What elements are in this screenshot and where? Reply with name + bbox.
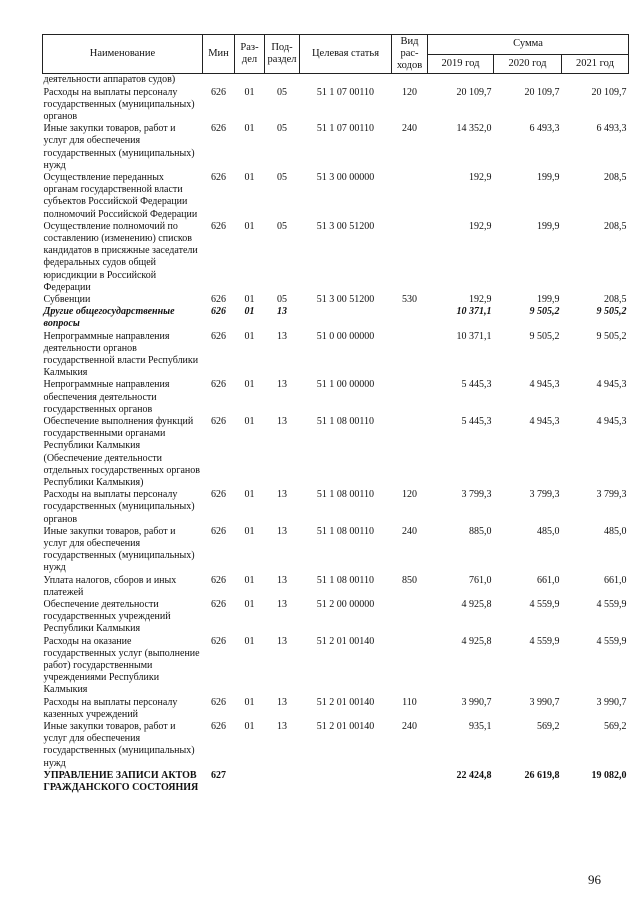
cell-target: 51 1 07 00110 <box>316 123 375 135</box>
cell-2019: 20 109,7 <box>456 86 492 98</box>
cell-2020: 661,0 <box>537 574 560 586</box>
cell-2020: 3 799,3 <box>529 489 560 501</box>
cell-2021: 20 109,7 <box>591 86 627 98</box>
cell-podrazdel: 13 <box>277 379 287 391</box>
cell-vid: 850 <box>402 574 417 586</box>
cell-2020: 3 990,7 <box>529 696 560 708</box>
cell-2019: 4 925,8 <box>461 599 492 611</box>
cell-target: 51 2 01 00140 <box>316 721 375 733</box>
cell-2021: 6 493,3 <box>596 123 627 135</box>
cell-2021: 4 945,3 <box>596 415 627 427</box>
cell-podrazdel <box>265 74 300 87</box>
header-vid: Вид рас-ходов <box>392 35 428 74</box>
cell-podrazdel: 05 <box>277 220 287 232</box>
cell-2019: 10 371,1 <box>456 306 492 318</box>
cell-2019: 5 445,3 <box>461 415 492 427</box>
cell-min: 626 <box>211 171 226 183</box>
cell-target: 51 3 00 00000 <box>316 171 375 183</box>
cell-2021: 9 505,2 <box>596 306 627 318</box>
table-row <box>43 416 629 489</box>
cell-2019: 22 424,8 <box>456 769 492 781</box>
cell-razdel: 01 <box>244 379 255 391</box>
cell-name: Расходы на выплаты персоналу казенных учреждений <box>43 696 178 720</box>
table-row <box>43 489 629 526</box>
cell-2019: 5 445,3 <box>461 379 492 391</box>
cell-podrazdel <box>265 770 300 794</box>
header-2021: 2021 год <box>562 54 629 74</box>
cell-min: 626 <box>211 599 226 611</box>
cell-razdel: 01 <box>244 171 255 183</box>
cell-razdel: 01 <box>244 721 255 733</box>
cell-target: 51 1 07 00110 <box>316 86 375 98</box>
cell-2021: 4 559,9 <box>596 635 627 647</box>
cell-name: Расходы на выплаты персоналу государственных (муниципальных) органов <box>43 86 195 122</box>
cell-min: 626 <box>211 525 226 537</box>
cell-vid: 240 <box>402 525 417 537</box>
cell-razdel: 01 <box>244 599 255 611</box>
cell-razdel: 01 <box>244 415 255 427</box>
cell-name: УПРАВЛЕНИЕ ЗАПИСИ АКТОВ ГРАЖДАНСКОГО СОСТОЯНИЯ <box>43 769 199 794</box>
cell-podrazdel: 13 <box>277 721 287 733</box>
cell-podrazdel: 05 <box>277 293 287 305</box>
cell-podrazdel: 13 <box>277 525 287 537</box>
cell-2021: 3 990,7 <box>596 696 627 708</box>
table-row <box>43 599 629 636</box>
table-row <box>43 172 629 221</box>
table-row <box>43 721 629 770</box>
cell-2019: 761,0 <box>469 574 492 586</box>
cell-target: 51 2 00 00000 <box>316 599 375 611</box>
table-row <box>43 526 629 575</box>
budget-table <box>42 34 629 794</box>
cell-2020: 9 505,2 <box>529 306 560 318</box>
cell-2021: 4 945,3 <box>596 379 627 391</box>
table-header <box>43 35 629 74</box>
cell-vid <box>392 636 428 697</box>
header-2019: 2019 год <box>428 54 494 74</box>
cell-target: 51 1 08 00110 <box>316 574 375 586</box>
cell-razdel: 01 <box>244 220 255 232</box>
cell-2020: 26 619,8 <box>524 769 560 781</box>
cell-razdel: 01 <box>244 306 255 318</box>
cell-2021 <box>562 74 629 87</box>
cell-target: 51 2 01 00140 <box>316 696 375 708</box>
cell-2021: 485,0 <box>604 525 627 537</box>
cell-min: 626 <box>211 696 226 708</box>
cell-2020: 4 559,9 <box>529 599 560 611</box>
header-razdel: Раз-дел <box>235 35 265 74</box>
cell-min: 626 <box>211 721 226 733</box>
cell-name: Иные закупки товаров, работ и услуг для обеспечения государственных (муниципальных) нужд <box>43 525 195 574</box>
cell-podrazdel: 13 <box>277 574 287 586</box>
cell-vid: 530 <box>402 293 417 305</box>
cell-name: Расходы на оказание государственных услуг (выполнение работ) государственными учреждениями Республики Калмыкия <box>43 635 200 696</box>
table-row <box>43 306 629 330</box>
cell-vid <box>392 221 428 294</box>
cell-podrazdel: 13 <box>277 306 287 318</box>
cell-name: Другие общегосударственные вопросы <box>43 306 175 330</box>
cell-2020: 199,9 <box>537 171 560 183</box>
cell-podrazdel: 13 <box>277 635 287 647</box>
cell-2020: 199,9 <box>537 220 560 232</box>
cell-vid <box>392 770 428 794</box>
cell-podrazdel: 05 <box>277 171 287 183</box>
table-row <box>43 123 629 172</box>
table-row <box>43 294 629 306</box>
cell-2021: 19 082,0 <box>591 769 627 781</box>
cell-razdel <box>235 770 265 794</box>
cell-name: деятельности аппаратов судов) <box>43 74 176 85</box>
cell-2019 <box>428 74 494 87</box>
cell-2019: 192,9 <box>469 171 492 183</box>
cell-name: Субвенции <box>43 293 91 305</box>
cell-name: Осуществление полномочий по составлению (изменению) списков кандидатов в присяжные заседатели федеральных судов общей юрисдикции в Российской Федерации <box>43 220 198 293</box>
cell-2021: 208,5 <box>604 293 627 305</box>
cell-target: 51 1 08 00110 <box>316 489 375 501</box>
cell-target <box>300 770 392 794</box>
cell-min: 626 <box>211 379 226 391</box>
cell-name: Расходы на выплаты персоналу государственных (муниципальных) органов <box>43 489 195 525</box>
header-podrazdel: Под-раздел <box>265 35 300 74</box>
cell-vid <box>392 74 428 87</box>
table-row <box>43 770 629 794</box>
cell-min: 626 <box>211 306 226 318</box>
cell-target: 51 0 00 00000 <box>316 330 375 342</box>
table-row <box>43 74 629 87</box>
cell-2020: 199,9 <box>537 293 560 305</box>
cell-2020: 485,0 <box>537 525 560 537</box>
cell-2021: 569,2 <box>604 721 627 733</box>
cell-target: 51 1 08 00110 <box>316 525 375 537</box>
cell-target: 51 1 00 00000 <box>316 379 375 391</box>
cell-razdel: 01 <box>244 525 255 537</box>
header-sum: Сумма <box>428 35 629 55</box>
cell-2019: 3 799,3 <box>461 489 492 501</box>
cell-razdel: 01 <box>244 489 255 501</box>
cell-vid: 240 <box>402 721 417 733</box>
cell-podrazdel: 13 <box>277 415 287 427</box>
cell-target: 51 1 08 00110 <box>316 415 375 427</box>
cell-name: Обеспечение деятельности государственных учреждений Республики Калмыкия <box>43 599 171 635</box>
cell-min: 626 <box>211 415 226 427</box>
cell-2020: 9 505,2 <box>529 330 560 342</box>
cell-2020: 4 559,9 <box>529 635 560 647</box>
cell-2021: 3 799,3 <box>596 489 627 501</box>
header-min: Мин <box>203 35 235 74</box>
cell-2021: 661,0 <box>604 574 627 586</box>
cell-2021: 9 505,2 <box>596 330 627 342</box>
cell-min: 626 <box>211 330 226 342</box>
table-body <box>43 74 629 795</box>
cell-razdel: 01 <box>244 696 255 708</box>
cell-name: Осуществление переданных органам государственной власти субъектов Российской Федерации полномочий Российской Федерации <box>43 171 198 220</box>
cell-vid <box>392 416 428 489</box>
cell-podrazdel: 13 <box>277 599 287 611</box>
cell-2019: 192,9 <box>469 220 492 232</box>
cell-razdel: 01 <box>244 86 255 98</box>
cell-2019: 10 371,1 <box>456 330 492 342</box>
table-row <box>43 636 629 697</box>
cell-razdel: 01 <box>244 123 255 135</box>
cell-min: 626 <box>211 489 226 501</box>
cell-2021: 208,5 <box>604 220 627 232</box>
table-row <box>43 697 629 721</box>
table-row <box>43 379 629 416</box>
cell-target: 51 3 00 51200 <box>316 293 375 305</box>
header-name: Наименование <box>43 35 203 74</box>
table-row <box>43 575 629 599</box>
cell-name: Обеспечение выполнения функций государственными органами Республики Калмыкия (Обеспечение деятельности отдельных государственных органов Республики Калмыкия) <box>43 415 201 488</box>
cell-vid <box>392 306 428 330</box>
cell-2020: 569,2 <box>537 721 560 733</box>
cell-2019: 14 352,0 <box>456 123 492 135</box>
cell-podrazdel: 13 <box>277 489 287 501</box>
cell-name: Непрограммные направления деятельности органов государственной власти Республики Калмыкия <box>43 330 199 379</box>
cell-razdel: 01 <box>244 574 255 586</box>
cell-vid: 240 <box>402 123 417 135</box>
cell-min: 626 <box>211 574 226 586</box>
cell-name: Уплата налогов, сборов и иных платежей <box>43 574 177 598</box>
cell-target <box>300 74 392 87</box>
page-number: 96 <box>588 872 601 887</box>
cell-min: 626 <box>211 123 226 135</box>
cell-2019: 192,9 <box>469 293 492 305</box>
cell-2021: 4 559,9 <box>596 599 627 611</box>
cell-vid: 110 <box>402 696 417 708</box>
cell-2021: 208,5 <box>604 171 627 183</box>
header-target: Целевая статья <box>300 35 392 74</box>
cell-2020: 6 493,3 <box>529 123 560 135</box>
cell-name: Иные закупки товаров, работ и услуг для обеспечения государственных (муниципальных) нужд <box>43 123 195 171</box>
cell-2020: 4 945,3 <box>529 415 560 427</box>
cell-2020: 4 945,3 <box>529 379 560 391</box>
table-row <box>43 221 629 294</box>
cell-podrazdel: 05 <box>277 123 287 135</box>
cell-min: 626 <box>211 220 226 232</box>
cell-vid <box>392 599 428 636</box>
cell-podrazdel: 13 <box>277 330 287 342</box>
cell-2020 <box>494 74 562 87</box>
cell-2019: 4 925,8 <box>461 635 492 647</box>
cell-vid: 120 <box>402 86 417 98</box>
cell-min: 626 <box>211 293 226 305</box>
cell-name: Непрограммные направления обеспечения деятельности государственных органов <box>43 379 170 415</box>
cell-vid <box>392 331 428 380</box>
cell-min <box>203 74 235 87</box>
cell-min: 627 <box>211 769 226 781</box>
cell-podrazdel: 05 <box>277 86 287 98</box>
cell-razdel: 01 <box>244 293 255 305</box>
cell-razdel: 01 <box>244 330 255 342</box>
cell-vid: 120 <box>402 489 417 501</box>
cell-vid <box>392 379 428 416</box>
table-row <box>43 87 629 124</box>
cell-min: 626 <box>211 635 226 647</box>
cell-name: Иные закупки товаров, работ и услуг для обеспечения государственных (муниципальных) нужд <box>43 721 195 769</box>
cell-razdel <box>235 74 265 87</box>
cell-2019: 3 990,7 <box>461 696 492 708</box>
table-row <box>43 331 629 380</box>
cell-target: 51 2 01 00140 <box>316 635 375 647</box>
cell-2019: 935,1 <box>469 721 492 733</box>
cell-2019: 885,0 <box>469 525 492 537</box>
header-2020: 2020 год <box>494 54 562 74</box>
cell-razdel: 01 <box>244 635 255 647</box>
cell-vid <box>392 172 428 221</box>
cell-min: 626 <box>211 86 226 98</box>
cell-target: 51 3 00 51200 <box>316 220 375 232</box>
cell-podrazdel: 13 <box>277 696 287 708</box>
cell-target <box>300 306 392 330</box>
cell-2020: 20 109,7 <box>524 86 560 98</box>
